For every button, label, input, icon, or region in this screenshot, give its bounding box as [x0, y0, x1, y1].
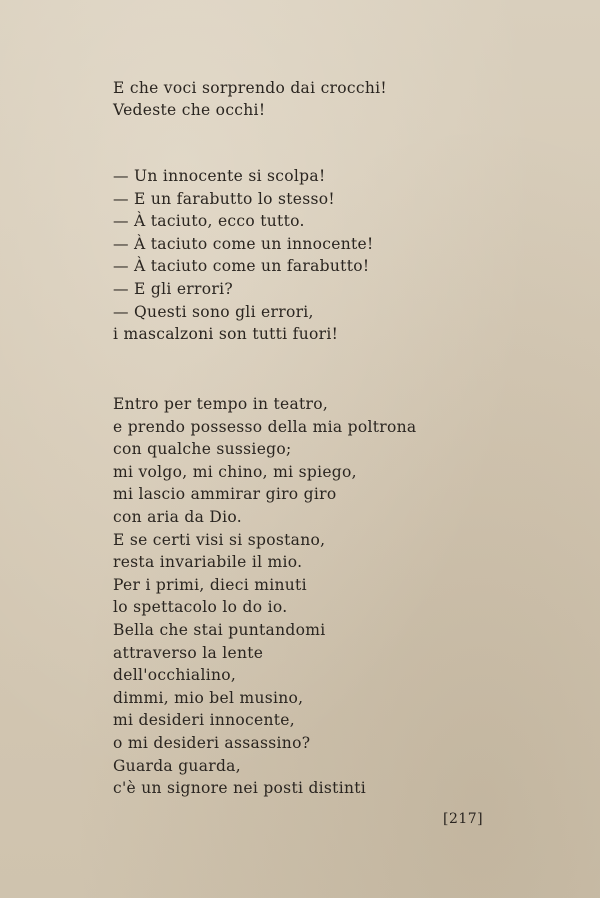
poem-line: — À taciuto come un innocente!: [113, 234, 374, 253]
poem-line: Per i primi, dieci minuti: [113, 575, 307, 594]
poem-line: mi desideri innocente,: [113, 711, 295, 730]
stanza: [113, 77, 387, 121]
poem-line: con qualche sussiego;: [113, 440, 292, 459]
poem-line: E che voci sorprendo dai crocchi!: [113, 79, 387, 97]
poem-line: Vedeste che occhi!: [113, 101, 266, 119]
poem-line: dimmi, mio bel musino,: [113, 688, 304, 707]
poem-line: — À taciuto, ecco tutto.: [113, 212, 305, 231]
page-number: [217]: [443, 811, 484, 827]
poem-line: i mascalzoni son tutti fuori!: [113, 325, 339, 344]
poem-line: Bella che stai puntandomi: [113, 620, 326, 639]
stanza: [113, 165, 374, 346]
poem-line: mi lascio ammirar giro giro: [113, 485, 337, 504]
poem-line: resta invariabile il mio.: [113, 553, 303, 572]
poem-line: e prendo possesso della mia poltrona: [113, 417, 417, 436]
poem-line: Guarda guarda,: [113, 756, 241, 775]
poem-line: — E gli errori?: [113, 279, 233, 298]
poem-line: — À taciuto come un farabutto!: [113, 257, 370, 276]
poem-line: E se certi visi si spostano,: [113, 530, 326, 549]
poem-line: — Un innocente si scolpa!: [113, 167, 326, 185]
stanza: [113, 393, 416, 800]
poem-line: attraverso la lente: [113, 643, 264, 662]
poem-line: Entro per tempo in teatro,: [113, 395, 329, 413]
poem-line: con aria da Dio.: [113, 507, 242, 526]
poem-line: dell'occhialino,: [113, 666, 237, 685]
poem-line: mi volgo, mi chino, mi spiego,: [113, 462, 357, 481]
poem-line: c'è un signore nei posti distinti: [113, 779, 367, 798]
poem-line: — Questi sono gli errori,: [113, 302, 314, 321]
poem-line: — E un farabutto lo stesso!: [113, 189, 335, 208]
poem-line: o mi desideri assassino?: [113, 733, 311, 752]
poem-line: lo spettacolo lo do io.: [113, 598, 288, 617]
